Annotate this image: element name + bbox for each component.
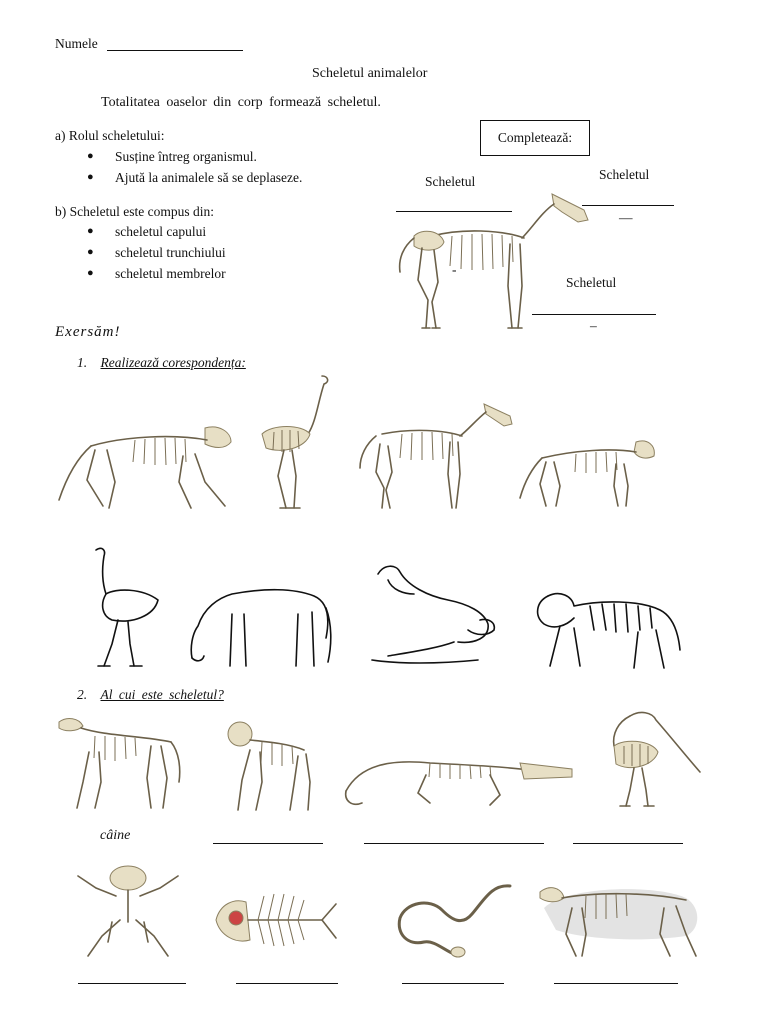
answer-blank[interactable]	[213, 843, 323, 844]
section-b-list	[87, 221, 226, 284]
exercise-2-number: 2.	[77, 687, 88, 702]
answer-blank[interactable]	[236, 983, 338, 984]
dog-skeleton-icon[interactable]	[55, 712, 185, 814]
bullet-icon: ●	[87, 267, 94, 279]
diagram-label-bottom: Scheletul	[566, 275, 617, 290]
answer-blank[interactable]	[78, 983, 186, 984]
list-item: ● Susține întreg organismul.	[87, 146, 302, 167]
monkey-skeleton-icon[interactable]	[220, 716, 320, 814]
section-a-heading: a) Rolul scheletului:	[55, 128, 165, 143]
bird-skeleton-icon[interactable]	[600, 706, 704, 812]
ostrich-skeleton-icon[interactable]	[248, 372, 332, 512]
section-b-heading: b) Scheletul este compus din:	[55, 204, 214, 219]
horse-skeleton-icon	[392, 188, 592, 334]
cat-skeleton-icon[interactable]	[516, 436, 658, 512]
bullet-icon: ●	[87, 225, 94, 237]
exercise-1-number: 1.	[77, 355, 88, 370]
diagram-label-right: Scheletul	[599, 167, 650, 182]
tiger-icon[interactable]	[530, 586, 682, 672]
bullet-icon: ●	[87, 171, 94, 183]
page-title: Scheletul animalelor	[312, 66, 428, 81]
list-item: ● scheletul capului	[87, 221, 226, 242]
cat-skeleton-icon[interactable]	[536, 878, 704, 960]
complete-box	[480, 120, 590, 156]
exercises-heading: Exersăm!	[55, 324, 121, 340]
answer-example: câine	[100, 828, 131, 843]
diagram-label-left: Scheletul	[425, 174, 476, 189]
bullet-icon: ●	[87, 150, 94, 162]
intro-text: Totalitatea oaselor din corp formează scheletul.	[101, 95, 381, 110]
diagram-mark: –	[590, 318, 597, 333]
answer-blank[interactable]	[554, 983, 678, 984]
name-blank[interactable]	[107, 50, 243, 51]
fish-skeleton-icon[interactable]	[210, 884, 340, 958]
frog-skeleton-icon[interactable]	[72, 862, 184, 958]
answer-blank[interactable]	[364, 843, 544, 844]
snake-skeleton-icon[interactable]	[392, 880, 514, 960]
horse-icon[interactable]	[184, 578, 334, 670]
name-label: Numele	[55, 36, 98, 51]
list-item: ● scheletul trunchiului	[87, 242, 226, 263]
exercise-2-title	[77, 687, 224, 703]
diagram-blank-right[interactable]	[582, 205, 674, 206]
list-item: ● scheletul membrelor	[87, 263, 226, 284]
name-field	[55, 36, 98, 52]
diagram-mark: —	[619, 210, 633, 225]
lion-skeleton-icon[interactable]	[55, 420, 235, 512]
cat-icon[interactable]	[368, 560, 500, 670]
crocodile-skeleton-icon[interactable]	[340, 745, 576, 811]
exercise-1-title	[77, 355, 246, 371]
bullet-icon: ●	[87, 246, 94, 258]
answer-blank[interactable]	[402, 983, 504, 984]
section-a-list	[87, 146, 302, 188]
ostrich-icon[interactable]	[82, 544, 164, 670]
complete-box-label: Completează:	[497, 130, 573, 145]
list-item: ● Ajută la animalele să se deplaseze.	[87, 167, 302, 188]
exercise-2-text: Al cui este scheletul?	[100, 687, 224, 702]
horse-skeleton-icon[interactable]	[352, 400, 516, 512]
answer-blank[interactable]	[573, 843, 683, 844]
exercise-1-text: Realizează corespondența:	[100, 355, 246, 370]
diagram-mark: -	[452, 262, 457, 277]
